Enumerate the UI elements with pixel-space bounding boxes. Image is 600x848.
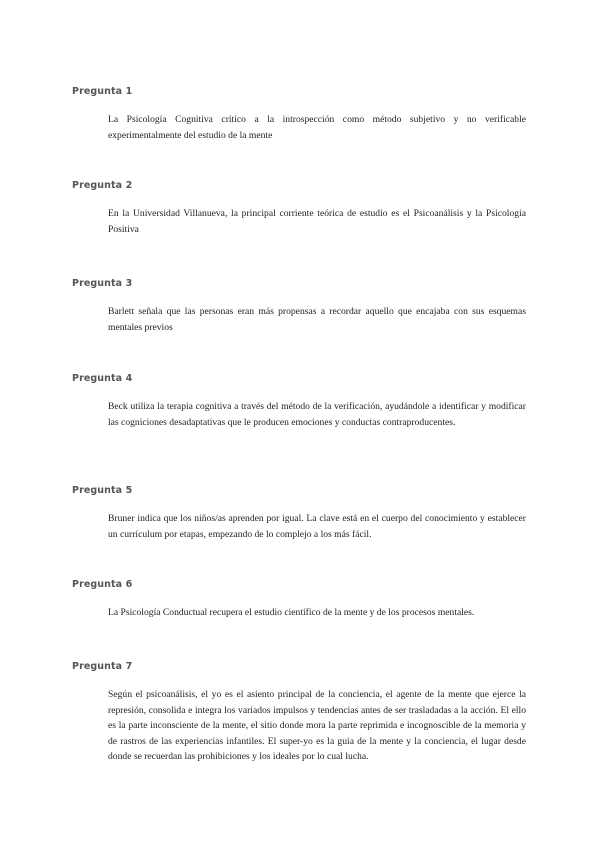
question-title: Pregunta 2 bbox=[72, 180, 133, 191]
question-text: La Psicología Cognitiva crítico a la introspección como método subjetivo y no verificable experimentalmente del estudio de la mente bbox=[108, 114, 526, 141]
question-text: Barlett señala que las personas eran más propensas a recordar aquello que encajaba con sus esquemas mentales previos bbox=[108, 306, 526, 333]
question-title: Pregunta 6 bbox=[72, 579, 133, 590]
question-title: Pregunta 3 bbox=[72, 278, 133, 289]
question-text: La Psicología Conductual recupera el estudio científico de la mente y de los procesos mentales. bbox=[108, 607, 475, 618]
question-text: Beck utiliza la terapia cognitiva a través del método de la verificación, ayudándole a identificar y modificar las cogniciones desadaptativas que le producen emociones y conductas contraproducentes. bbox=[108, 401, 526, 428]
question-title: Pregunta 1 bbox=[72, 86, 133, 97]
question-title: Pregunta 7 bbox=[72, 661, 133, 672]
question-text: Según el psicoanálisis, el yo es el asiento principal de la conciencia, el agente de la mente que ejerce la represión, consolida e integra los variados impulsos y tendencias antes de ser trasladadas a la acción. El ello es la parte inconsciente de la mente, el sitio donde mora la parte reprimida e incognoscible de la memoria y de rastros de las experiencias infantiles. El super-yo es la guía de la mente y la conciencia, el lugar desde donde se recuerdan las prohibiciones y los ideales por lo cual lucha. bbox=[108, 689, 526, 762]
question-text: Bruner indica que los niños/as aprenden por igual. La clave está en el cuerpo del conocimiento y establecer un currículum por etapas, empezando de lo complejo a los más fácil. bbox=[108, 513, 526, 540]
question-title: Pregunta 4 bbox=[72, 373, 133, 384]
question-text: En la Universidad Villanueva, la principal corriente teórica de estudio es el Psicoanálisis y la Psicología Positiva bbox=[108, 208, 526, 235]
question-title: Pregunta 5 bbox=[72, 485, 133, 496]
